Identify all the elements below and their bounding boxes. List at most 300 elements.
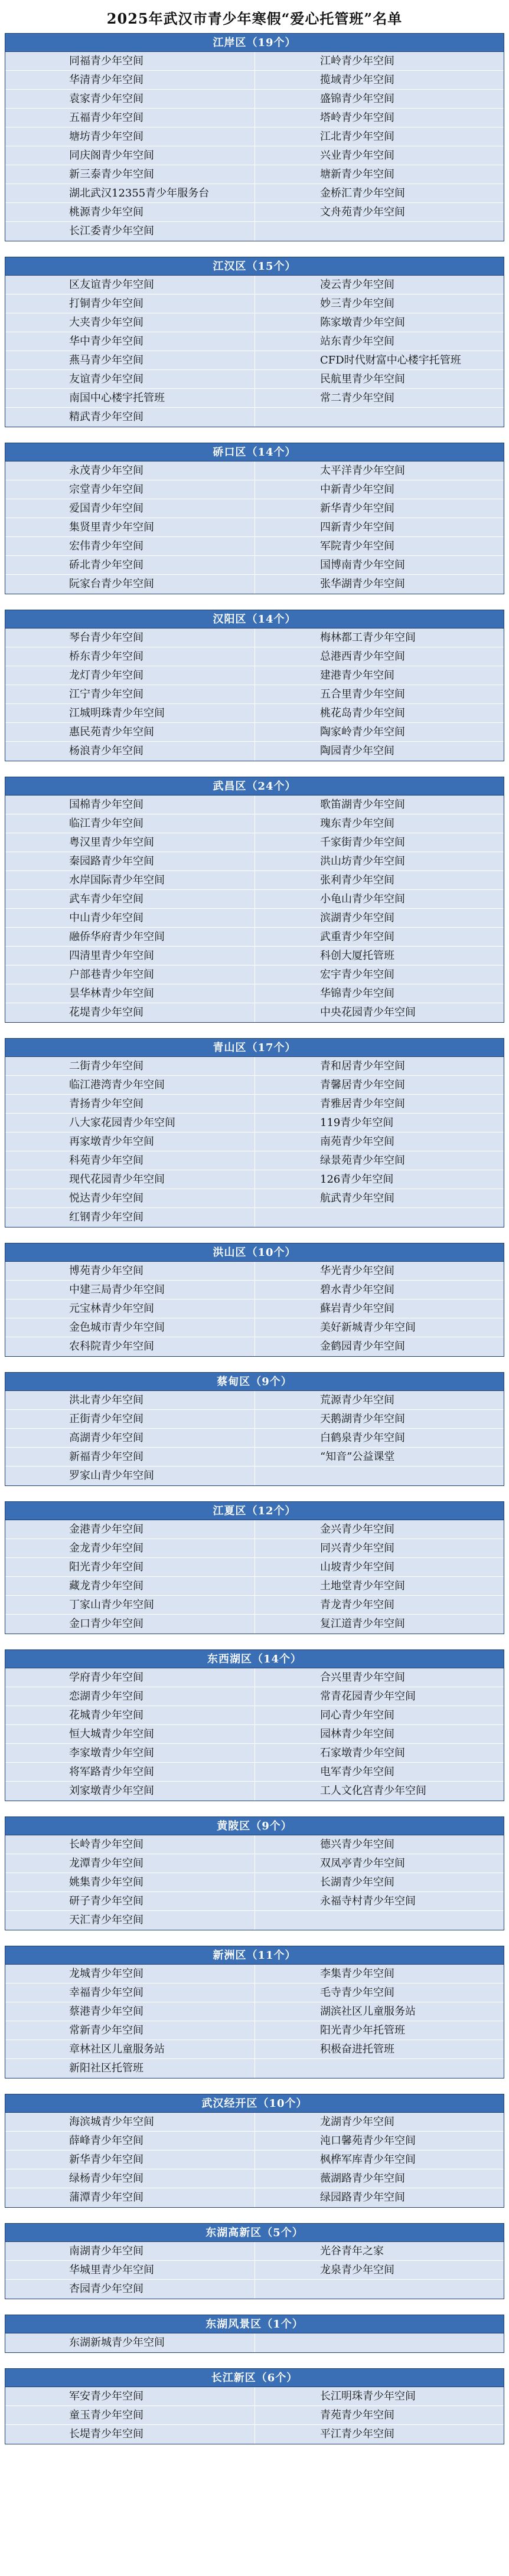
document-title: 2025年武汉市青少年寒假“爱心托管班”名单 <box>106 10 403 27</box>
site-cell: 学府青少年空间 <box>69 1671 143 1684</box>
site-cell: 复江道青少年空间 <box>255 1615 504 1634</box>
site-cell: 丁家山青少年空间 <box>69 1599 154 1611</box>
site-cell: 大夹青少年空间 <box>69 316 143 329</box>
site-cell: 二街青少年空间 <box>69 1060 143 1072</box>
site-cell <box>255 408 504 427</box>
site-cell: 长堤青少年空间 <box>69 2428 143 2440</box>
table-row <box>5 71 504 90</box>
table-row <box>5 90 504 109</box>
district-header: 青山区（17个） <box>5 1039 504 1057</box>
site-cell: 滨湖青少年空间 <box>255 909 504 927</box>
table-row <box>5 351 504 370</box>
site-cell: 绿园路青少年空间 <box>255 2188 504 2207</box>
table-row <box>5 165 504 184</box>
site-cell: 军院青少年空间 <box>255 537 504 555</box>
site-cell: 长湖青少年空间 <box>255 1873 504 1891</box>
table-row <box>5 1057 504 1076</box>
site-cell: 119青少年空间 <box>255 1114 504 1132</box>
site-cell: 工人文化宫青少年空间 <box>255 1782 504 1801</box>
district-header: 黄陂区（9个） <box>5 1817 504 1835</box>
site-cell: 建港青少年空间 <box>255 666 504 685</box>
site-cell: 李集青少年空间 <box>255 1965 504 1983</box>
site-cell: 现代花园青少年空间 <box>69 1173 165 1186</box>
site-cell: 永福寺村青少年空间 <box>255 1892 504 1910</box>
table-row <box>5 1429 504 1448</box>
site-cell: 歌笛湖青少年空间 <box>255 796 504 814</box>
site-cell: 粤汉里青少年空间 <box>69 836 154 849</box>
table-row <box>5 1873 504 1892</box>
site-cell: 蔡港青少年空间 <box>69 2005 143 2018</box>
site-cell: 秦园路青少年空间 <box>69 855 154 868</box>
table-row <box>5 2113 504 2132</box>
table-row <box>5 2169 504 2188</box>
site-cell: 金鹤园青少年空间 <box>255 1337 504 1356</box>
district-header: 江汉区（15个） <box>5 257 504 276</box>
district-table <box>5 1501 504 1634</box>
table-row <box>5 2406 504 2425</box>
site-cell: 宏宇青少年空间 <box>255 965 504 984</box>
site-cell: 揽域青少年空间 <box>255 71 504 89</box>
site-cell: 阳光青少年托管班 <box>255 2021 504 2040</box>
table-row <box>5 814 504 833</box>
site-cell: 悦达青少年空间 <box>69 1192 143 1204</box>
site-cell: 德兴青少年空间 <box>255 1835 504 1854</box>
site-cell <box>255 2333 504 2352</box>
site-cell: 新阳社区托管班 <box>69 2062 143 2074</box>
site-cell: 红钢青少年空间 <box>69 1211 143 1223</box>
site-cell: 中建三局青少年空间 <box>69 1284 165 1296</box>
district-header: 硚口区（14个） <box>5 443 504 461</box>
table-row <box>5 833 504 852</box>
district-header: 江岸区（19个） <box>5 34 504 52</box>
table-row <box>5 1687 504 1706</box>
site-cell: 双凤亭青少年空间 <box>255 1854 504 1873</box>
site-cell: 宏伟青少年空间 <box>69 540 143 552</box>
site-cell: 长江明珠青少年空间 <box>255 2387 504 2405</box>
table-row <box>5 723 504 742</box>
site-cell: 爱国青少年空间 <box>69 502 143 515</box>
table-row <box>5 109 504 127</box>
table-row <box>5 947 504 965</box>
site-cell: 八大家花园青少年空间 <box>69 1117 175 1129</box>
site-cell: 张利青少年空间 <box>255 871 504 889</box>
site-cell: 宗堂青少年空间 <box>69 483 143 496</box>
site-cell: “知音”公益课堂 <box>255 1448 504 1466</box>
site-cell: 蒲潭青少年空间 <box>69 2191 143 2204</box>
site-cell: 杨浪青少年空间 <box>69 745 143 757</box>
site-cell: 洪山坊青少年空间 <box>255 852 504 870</box>
table-row <box>5 965 504 984</box>
district-table <box>5 777 504 1023</box>
site-cell: 四新青少年空间 <box>255 518 504 536</box>
site-cell: 华城里青少年空间 <box>69 2264 154 2276</box>
site-cell: 白鹤泉青少年空间 <box>255 1429 504 1447</box>
site-cell: 陈家墩青少年空间 <box>255 313 504 332</box>
table-row <box>5 666 504 685</box>
table-row <box>5 1911 504 1930</box>
table-row <box>5 222 504 241</box>
table-row <box>5 1706 504 1725</box>
site-cell: 绿杨青少年空间 <box>69 2172 143 2185</box>
site-cell: 军安青少年空间 <box>69 2390 143 2402</box>
district-table <box>5 2368 504 2444</box>
site-cell: 陶家岭青少年空间 <box>255 723 504 741</box>
table-row <box>5 890 504 909</box>
site-cell: 常二青少年空间 <box>255 389 504 407</box>
district-table <box>5 443 504 594</box>
table-row <box>5 332 504 351</box>
site-cell: 龙城青少年空间 <box>69 1968 143 1980</box>
site-cell: 琴台青少年空间 <box>69 631 143 644</box>
site-cell: 精武青少年空间 <box>69 411 143 423</box>
table-row <box>5 127 504 146</box>
table-row <box>5 1983 504 2002</box>
site-cell: 航武青少年空间 <box>255 1189 504 1207</box>
table-row <box>5 1281 504 1300</box>
district-header: 武昌区（24个） <box>5 777 504 796</box>
district-table <box>5 1816 504 1930</box>
district-table <box>5 1649 504 1801</box>
site-cell: 凌云青少年空间 <box>255 276 504 294</box>
table-row <box>5 1782 504 1801</box>
table-row <box>5 1558 504 1577</box>
site-cell: 四清里青少年空间 <box>69 950 154 962</box>
table-row <box>5 408 504 427</box>
table-row <box>5 852 504 871</box>
table-row <box>5 2242 504 2261</box>
site-cell: 天鹅湖青少年空间 <box>255 1410 504 1428</box>
site-cell: 博苑青少年空间 <box>69 1265 143 1277</box>
site-cell: 研子青少年空间 <box>69 1895 143 1907</box>
site-cell: 南湖青少年空间 <box>69 2245 143 2257</box>
site-cell: 新华青少年空间 <box>255 499 504 518</box>
site-cell: 龙泉青少年空间 <box>255 2261 504 2279</box>
table-row <box>5 2188 504 2207</box>
district-table <box>5 33 504 241</box>
site-cell: 阮家台青少年空间 <box>69 578 154 590</box>
table-row <box>5 1448 504 1467</box>
site-cell: 新三泰青少年空间 <box>69 168 154 181</box>
site-cell: 湖北武汉12355青少年服务台 <box>69 187 210 199</box>
site-cell: 126青少年空间 <box>255 1170 504 1189</box>
site-cell: 长江委青少年空间 <box>69 225 154 237</box>
site-cell: 张华湖青少年空间 <box>255 575 504 594</box>
site-cell: 青苑青少年空间 <box>255 2406 504 2424</box>
district-header: 东西湖区（14个） <box>5 1650 504 1668</box>
table-row <box>5 203 504 222</box>
site-cell: 青扬青少年空间 <box>69 1098 143 1110</box>
site-cell: 千家街青少年空间 <box>255 833 504 852</box>
site-cell: 同心青少年空间 <box>255 1706 504 1724</box>
table-row <box>5 499 504 518</box>
site-cell: 金港青少年空间 <box>69 1523 143 1536</box>
site-cell: 毛寺青少年空间 <box>255 1983 504 2002</box>
site-cell: 武车青少年空间 <box>69 893 143 905</box>
site-cell: 新华青少年空间 <box>69 2153 143 2166</box>
site-cell: 陶园青少年空间 <box>255 742 504 761</box>
table-row <box>5 146 504 165</box>
table-row <box>5 647 504 666</box>
table-row <box>5 480 504 499</box>
site-cell: 江北青少年空间 <box>255 127 504 146</box>
table-row <box>5 1114 504 1132</box>
site-cell: 荒源青少年空间 <box>255 1391 504 1409</box>
site-cell: 青雅居青少年空间 <box>255 1095 504 1113</box>
table-row <box>5 2425 504 2444</box>
table-row <box>5 1965 504 1983</box>
site-cell: 石家墩青少年空间 <box>255 1744 504 1762</box>
site-cell: 临江青少年空间 <box>69 817 143 830</box>
site-cell: 民航里青少年空间 <box>255 370 504 388</box>
district-table <box>5 2094 504 2208</box>
site-cell: 花堤青少年空间 <box>69 1006 143 1019</box>
table-row <box>5 575 504 594</box>
table-row <box>5 1170 504 1189</box>
table-row <box>5 1318 504 1337</box>
site-cell: 江岭青少年空间 <box>255 52 504 70</box>
site-cell <box>255 1467 504 1485</box>
site-cell: 站东青少年空间 <box>255 332 504 351</box>
site-cell: 阳光青少年空间 <box>69 1561 143 1573</box>
site-cell: 常新青少年空间 <box>69 2024 143 2037</box>
table-row <box>5 742 504 761</box>
site-cell: 国博南青少年空间 <box>255 556 504 574</box>
table-row <box>5 1539 504 1558</box>
site-cell: 五合里青少年空间 <box>255 685 504 703</box>
table-row <box>5 1467 504 1485</box>
site-cell: 袁家青少年空间 <box>69 93 143 105</box>
table-row <box>5 537 504 556</box>
site-cell: 燕马青少年空间 <box>69 354 143 366</box>
site-cell: 藏龙青少年空间 <box>69 1580 143 1592</box>
site-cell: 太平洋青少年空间 <box>255 461 504 480</box>
table-row <box>5 1725 504 1744</box>
site-cell: 惠民苑青少年空间 <box>69 726 154 738</box>
site-cell <box>255 2059 504 2078</box>
site-cell: 户部巷青少年空间 <box>69 968 154 981</box>
table-row <box>5 518 504 537</box>
site-cell: 正街青少年空间 <box>69 1413 143 1425</box>
table-row <box>5 294 504 313</box>
district-table <box>5 1946 504 2079</box>
site-cell: 五福青少年空间 <box>69 112 143 124</box>
district-header: 江夏区（12个） <box>5 1502 504 1520</box>
site-cell: 江城明珠青少年空间 <box>69 707 165 719</box>
district-header: 新洲区（11个） <box>5 1946 504 1965</box>
site-cell: 中央花园青少年空间 <box>255 1003 504 1022</box>
site-cell: 沌口馨苑青少年空间 <box>255 2132 504 2150</box>
site-cell: 青龙青少年空间 <box>255 1596 504 1614</box>
site-cell: 科创大厦托管班 <box>255 947 504 965</box>
site-cell: 盛锦青少年空间 <box>255 90 504 108</box>
table-row <box>5 276 504 294</box>
site-cell: 青馨居青少年空间 <box>255 1076 504 1094</box>
site-cell: 武重青少年空间 <box>255 928 504 946</box>
site-cell: 罗家山青少年空间 <box>69 1469 154 1482</box>
table-row <box>5 1208 504 1227</box>
site-cell: 昙华林青少年空间 <box>69 987 154 1000</box>
table-row <box>5 184 504 203</box>
site-cell: 国棉青少年空间 <box>69 798 143 811</box>
site-cell: 童玉青少年空间 <box>69 2409 143 2421</box>
site-cell <box>255 1911 504 1930</box>
district-table <box>5 1038 504 1228</box>
site-cell: 薇湖路青少年空间 <box>255 2169 504 2188</box>
site-cell: 兴业青少年空间 <box>255 146 504 165</box>
table-row <box>5 685 504 704</box>
site-cell: CFD时代财富中心楼宇托管班 <box>255 351 504 369</box>
site-cell: 土地堂青少年空间 <box>255 1577 504 1595</box>
table-row <box>5 1095 504 1114</box>
site-cell: 小龟山青少年空间 <box>255 890 504 908</box>
site-cell: 金口青少年空间 <box>69 1618 143 1630</box>
site-cell: 科苑青少年空间 <box>69 1154 143 1167</box>
district-header: 长江新区（6个） <box>5 2369 504 2387</box>
site-cell: 融侨华府青少年空间 <box>69 931 165 943</box>
table-row <box>5 629 504 647</box>
table-row <box>5 928 504 947</box>
site-cell: 桥东青少年空间 <box>69 650 143 663</box>
district-table <box>5 2315 504 2353</box>
table-row <box>5 313 504 332</box>
site-cell: 华锦青少年空间 <box>255 984 504 1003</box>
district-table <box>5 1243 504 1357</box>
table-row <box>5 2002 504 2021</box>
table-row <box>5 1189 504 1208</box>
table-row <box>5 1520 504 1539</box>
site-cell: 洪北青少年空间 <box>69 1394 143 1406</box>
district-header: 蔡甸区（9个） <box>5 1373 504 1391</box>
table-row <box>5 1596 504 1615</box>
site-cell: 天汇青少年空间 <box>69 1914 143 1926</box>
table-row <box>5 1003 504 1022</box>
table-row <box>5 461 504 480</box>
table-row <box>5 1410 504 1429</box>
site-cell: 花城青少年空间 <box>69 1709 143 1721</box>
table-row <box>5 2132 504 2151</box>
site-cell: 塔岭青少年空间 <box>255 109 504 127</box>
site-cell <box>255 1208 504 1227</box>
table-row <box>5 1892 504 1911</box>
table-row <box>5 1668 504 1687</box>
table-row <box>5 52 504 71</box>
site-cell: 硚北青少年空间 <box>69 559 143 571</box>
table-row <box>5 556 504 575</box>
site-cell: 青和居青少年空间 <box>255 1057 504 1075</box>
site-cell: 桃花岛青少年空间 <box>255 704 504 722</box>
site-cell: 电军青少年空间 <box>255 1763 504 1781</box>
site-cell <box>255 222 504 241</box>
site-cell: 金桥汇青少年空间 <box>255 184 504 202</box>
table-row <box>5 1337 504 1356</box>
site-cell: 同福青少年空间 <box>69 55 143 67</box>
site-cell: 中山青少年空间 <box>69 912 143 924</box>
table-row <box>5 1132 504 1151</box>
site-cell: 杏园青少年空间 <box>69 2283 143 2295</box>
site-cell: 姚集青少年空间 <box>69 1876 143 1888</box>
site-cell: 文舟苑青少年空间 <box>255 203 504 221</box>
site-cell: 永茂青少年空间 <box>69 464 143 477</box>
district-header: 武汉经开区（10个） <box>5 2094 504 2113</box>
site-cell: 美好新城青少年空间 <box>255 1318 504 1337</box>
site-cell: 南国中心楼宇托管班 <box>69 392 165 404</box>
table-row <box>5 2151 504 2169</box>
district-header: 东湖风景区（1个） <box>5 2315 504 2333</box>
site-cell: 章林社区儿童服务站 <box>69 2043 165 2055</box>
table-row <box>5 796 504 814</box>
site-cell: 金龙青少年空间 <box>69 1542 143 1554</box>
site-cell: 临江港湾青少年空间 <box>69 1079 165 1091</box>
site-cell: 李家墩青少年空间 <box>69 1747 154 1759</box>
site-cell: 桃源青少年空间 <box>69 206 143 218</box>
site-cell: 金色城市青少年空间 <box>69 1321 165 1334</box>
site-cell: 新福青少年空间 <box>69 1451 143 1463</box>
site-cell: 恒大城青少年空间 <box>69 1728 154 1740</box>
district-header: 东湖高新区（5个） <box>5 2224 504 2242</box>
site-cell: 合兴里青少年空间 <box>255 1668 504 1687</box>
table-row <box>5 1300 504 1318</box>
site-cell: 刘家墩青少年空间 <box>69 1785 154 1797</box>
table-row <box>5 1391 504 1410</box>
site-cell: 友谊青少年空间 <box>69 373 143 385</box>
site-cell: 华中青少年空间 <box>69 335 143 348</box>
table-row <box>5 1835 504 1854</box>
table-row <box>5 1577 504 1596</box>
site-cell: 金兴青少年空间 <box>255 1520 504 1539</box>
site-cell: 光谷青年之家 <box>255 2242 504 2260</box>
table-row <box>5 2387 504 2406</box>
site-cell: 南苑青少年空间 <box>255 1132 504 1151</box>
site-cell: 江宁青少年空间 <box>69 688 143 701</box>
table-row <box>5 871 504 890</box>
table-row <box>5 2280 504 2299</box>
site-cell: 平江青少年空间 <box>255 2425 504 2444</box>
site-cell: 元宝林青少年空间 <box>69 1302 154 1315</box>
district-table <box>5 1372 504 1486</box>
site-cell: 龙灯青少年空间 <box>69 669 143 682</box>
table-row <box>5 2261 504 2280</box>
site-cell: 水岸国际青少年空间 <box>69 874 165 886</box>
district-table <box>5 2223 504 2299</box>
site-cell: 华清青少年空间 <box>69 74 143 86</box>
site-cell: 再家墩青少年空间 <box>69 1135 154 1148</box>
site-cell: 同庆阁青少年空间 <box>69 149 154 162</box>
site-cell: 龙湖青少年空间 <box>255 2113 504 2131</box>
table-row <box>5 370 504 389</box>
table-row <box>5 2040 504 2059</box>
site-cell: 山坡青少年空间 <box>255 1558 504 1576</box>
table-row <box>5 2333 504 2352</box>
table-row <box>5 1151 504 1170</box>
site-cell: 中新青少年空间 <box>255 480 504 499</box>
site-cell: 龙潭青少年空间 <box>69 1857 143 1870</box>
site-cell: 碧水青少年空间 <box>255 1281 504 1299</box>
site-cell: 园林青少年空间 <box>255 1725 504 1743</box>
site-cell: 高湖青少年空间 <box>69 1432 143 1444</box>
site-cell <box>255 2280 504 2299</box>
table-row <box>5 1744 504 1763</box>
site-cell: 华光青少年空间 <box>255 1262 504 1280</box>
site-cell: 将军路青少年空间 <box>69 1766 154 1778</box>
site-cell: 绿景苑青少年空间 <box>255 1151 504 1170</box>
site-cell: 农科院青少年空间 <box>69 1340 154 1353</box>
district-table <box>5 257 504 427</box>
site-cell: 海滨城青少年空间 <box>69 2116 154 2128</box>
site-cell: 蘇岩青少年空间 <box>255 1300 504 1318</box>
site-cell: 常青花园青少年空间 <box>255 1687 504 1706</box>
table-row <box>5 704 504 723</box>
table-row <box>5 1262 504 1281</box>
